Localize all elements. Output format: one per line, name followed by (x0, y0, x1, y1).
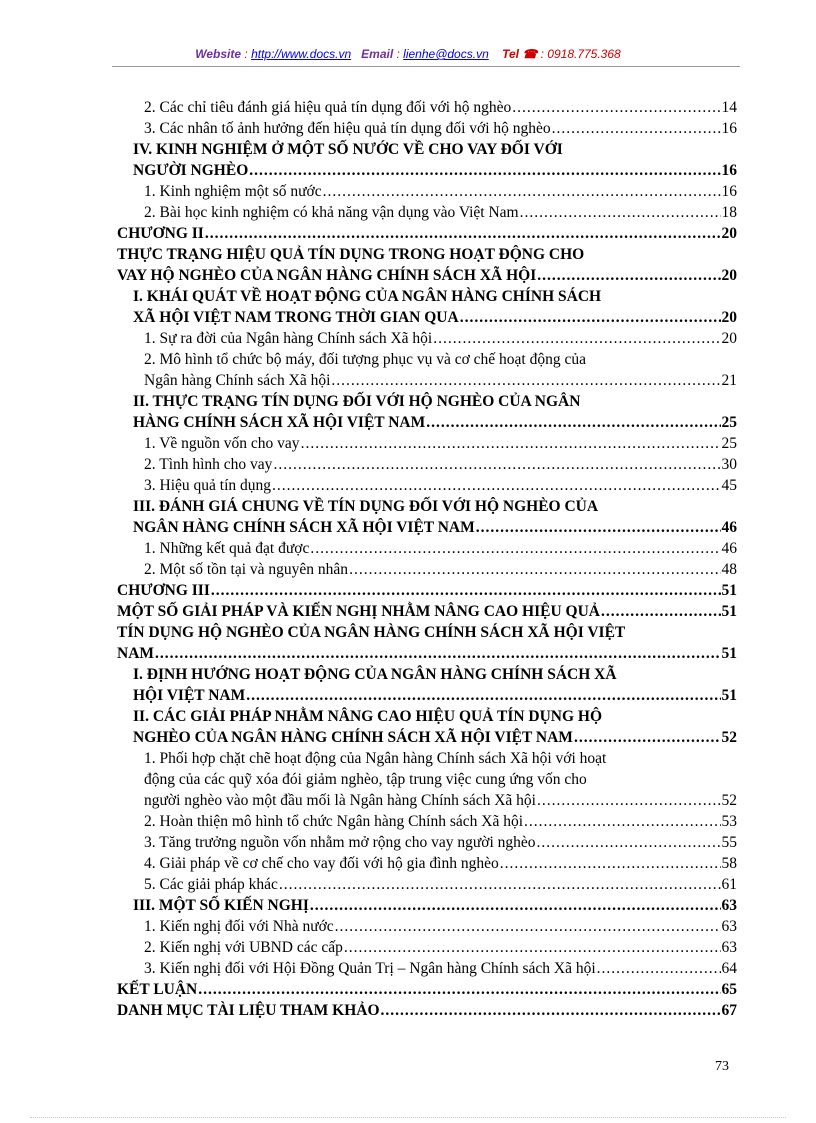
toc-entry-page: 16 (721, 162, 737, 179)
toc-entry-title: TÍN DỤNG HỘ NGHÈO CỦA NGÂN HÀNG CHÍNH SÁCH XÃ HỘI VIỆT (117, 624, 626, 641)
toc-entry-title: 1. Những kết quả đạt được (144, 540, 310, 557)
toc-entry-title: NGHÈO CỦA NGÂN HÀNG CHÍNH SÁCH XÃ HỘI VIỆT NAM (133, 729, 573, 746)
email-sep: : (393, 47, 404, 61)
toc-entry-title: 1. Sự ra đời của Ngân hàng Chính sách Xã hội (144, 330, 433, 347)
toc-entry[interactable] (117, 895, 737, 916)
toc-entry-page: 51 (721, 582, 737, 599)
toc-entry[interactable] (117, 412, 737, 433)
toc-leader-dots (344, 937, 721, 958)
toc-leader-dots (279, 874, 721, 895)
toc-entry[interactable] (117, 664, 737, 685)
toc-entry-title: 2. Các chỉ tiêu đánh giá hiệu quả tín dụng đối với hộ nghèo (144, 99, 512, 116)
toc-entry[interactable] (117, 244, 737, 265)
toc-entry-title: 1. Kinh nghiệm một số nước (144, 183, 322, 200)
toc-entry[interactable] (117, 853, 737, 874)
toc-entry[interactable] (117, 475, 737, 496)
toc-entry[interactable] (117, 706, 737, 727)
toc-entry-title: III. MỘT SỐ KIẾN NGHỊ (133, 897, 309, 914)
toc-entry-page: 45 (721, 477, 737, 494)
toc-entry-title: Ngân hàng Chính sách Xã hội (144, 372, 331, 389)
tel-value: : 0918.775.368 (537, 47, 621, 61)
toc-entry[interactable] (117, 454, 737, 475)
toc-leader-dots (537, 265, 720, 286)
toc-entry-page: 16 (721, 183, 737, 200)
toc-entry-title: CHƯƠNG III (117, 582, 210, 599)
toc-leader-dots (323, 181, 721, 202)
toc-entry-page: 21 (721, 372, 737, 389)
toc-entry-title: 2. Tình hình cho vay (144, 456, 273, 473)
toc-entry-title: 5. Các giải pháp khác (144, 876, 278, 893)
toc-entry-title: XÃ HỘI VIỆT NAM TRONG THỜI GIAN QUA (133, 309, 459, 326)
toc-entry-page: 61 (721, 876, 737, 893)
toc-entry[interactable] (117, 811, 737, 832)
toc-leader-dots (273, 454, 720, 475)
email-label: Email (361, 47, 394, 61)
toc-leader-dots (331, 370, 720, 391)
toc-entry-title: I. ĐỊNH HƯỚNG HOẠT ĐỘNG CỦA NGÂN HÀNG CHÍNH SÁCH XÃ (133, 666, 617, 683)
toc-entry-page: 20 (721, 225, 737, 242)
toc-entry-title: 4. Giải pháp về cơ chế cho vay đối với hộ gia đình nghèo (144, 855, 499, 872)
toc-entry-title: NAM (117, 645, 155, 662)
toc-entry-title: 1. Về nguồn vốn cho vay (144, 435, 300, 452)
toc-entry[interactable] (117, 643, 737, 664)
toc-entry-title: VAY HỘ NGHÈO CỦA NGÂN HÀNG CHÍNH SÁCH XÃ HỘI (117, 267, 537, 284)
toc-leader-dots (433, 328, 720, 349)
toc-leader-dots (524, 811, 720, 832)
toc-entry[interactable] (117, 328, 737, 349)
toc-entry[interactable] (117, 748, 737, 769)
website-sep: : (241, 47, 252, 61)
toc-entry-title: 3. Hiệu quả tín dụng (144, 477, 271, 494)
page-number: 73 (715, 1059, 729, 1074)
toc-entry-title: DANH MỤC TÀI LIỆU THAM KHẢO (117, 1002, 380, 1019)
tel-label: Tel (502, 47, 519, 61)
toc-leader-dots (349, 559, 720, 580)
toc-entry[interactable] (117, 370, 737, 391)
toc-entry[interactable] (117, 622, 737, 643)
toc-entry-page: 30 (721, 456, 737, 473)
toc-leader-dots (520, 202, 721, 223)
phone-icon: ☎ (522, 47, 538, 61)
toc-entry-page: 55 (721, 834, 737, 851)
toc-leader-dots (249, 160, 720, 181)
toc-leader-dots (198, 979, 720, 1000)
toc-entry[interactable] (117, 601, 737, 622)
toc-entry[interactable] (117, 790, 737, 811)
toc-entry-page: 20 (721, 330, 737, 347)
toc-leader-dots (601, 601, 721, 622)
toc-entry-page: 51 (721, 687, 737, 704)
toc-entry-page: 48 (721, 561, 737, 578)
toc-entry[interactable] (117, 118, 737, 139)
toc-entry[interactable] (117, 349, 737, 370)
toc-leader-dots (537, 832, 721, 853)
toc-entry[interactable] (117, 496, 737, 517)
toc-leader-dots (426, 412, 720, 433)
toc-entry-title: III. ĐÁNH GIÁ CHUNG VỀ TÍN DỤNG ĐỐI VỚI HỘ NGHÈO CỦA (133, 498, 599, 515)
toc-entry-title: 2. Bài học kinh nghiệm có khả năng vận dụng vào Việt Nam (144, 204, 519, 221)
toc-entry[interactable] (117, 223, 737, 244)
toc-entry-title: 2. Một số tồn tại và nguyên nhân (144, 561, 349, 578)
toc-entry-page: 63 (721, 939, 737, 956)
toc-leader-dots (552, 118, 721, 139)
toc-entry-title: KẾT LUẬN (117, 981, 198, 998)
toc-entry-title: 2. Hoàn thiện mô hình tổ chức Ngân hàng Chính sách Xã hội (144, 813, 524, 830)
toc-leader-dots (155, 643, 720, 664)
toc-entry[interactable] (117, 160, 737, 181)
toc-leader-dots (460, 307, 721, 328)
toc-entry-title: THỰC TRẠNG HIỆU QUẢ TÍN DỤNG TRONG HOẠT ĐỘNG CHO (117, 246, 585, 263)
toc-entry-page: 65 (721, 981, 737, 998)
toc-entry-title: 1. Phối hợp chặt chẽ hoạt động của Ngân hàng Chính sách Xã hội với hoạt (144, 750, 607, 767)
toc-entry[interactable] (117, 1000, 737, 1021)
toc-entry-title: HÀNG CHÍNH SÁCH XÃ HỘI VIỆT NAM (133, 414, 426, 431)
toc-leader-dots (381, 1000, 721, 1021)
toc-entry[interactable] (117, 832, 737, 853)
toc-leader-dots (537, 790, 721, 811)
table-of-contents (117, 97, 737, 1021)
page-header (0, 47, 816, 61)
toc-leader-dots (335, 916, 721, 937)
toc-leader-dots (211, 580, 721, 601)
toc-entry-page: 52 (721, 792, 737, 809)
toc-entry[interactable] (117, 97, 737, 118)
toc-entry-title: người nghèo vào một đầu mối là Ngân hàng Chính sách Xã hội (144, 792, 536, 809)
toc-entry[interactable] (117, 769, 737, 790)
toc-entry-page: 25 (721, 414, 737, 431)
toc-entry-page: 51 (721, 603, 737, 620)
toc-entry[interactable] (117, 307, 737, 328)
toc-entry-title: động của các quỹ xóa đói giảm nghèo, tập trung việc cung ứng vốn cho (144, 771, 587, 788)
toc-leader-dots (301, 433, 721, 454)
toc-entry[interactable] (117, 433, 737, 454)
toc-leader-dots (246, 685, 720, 706)
website-label: Website (195, 47, 242, 61)
toc-entry[interactable] (117, 139, 737, 160)
toc-entry-page: 46 (721, 519, 737, 536)
toc-entry-page: 51 (721, 645, 737, 662)
toc-entry-page: 16 (721, 120, 737, 137)
toc-entry[interactable] (117, 937, 737, 958)
toc-entry-title: 3. Các nhân tố ảnh hưởng đến hiệu quả tín dụng đối với hộ nghèo (144, 120, 551, 137)
toc-entry-title: NGƯỜI NGHÈO (133, 162, 249, 179)
toc-entry-title: CHƯƠNG II (117, 225, 204, 242)
toc-entry-page: 67 (721, 1002, 737, 1019)
toc-entry[interactable] (117, 202, 737, 223)
toc-entry[interactable] (117, 538, 737, 559)
toc-entry-title: IV. KINH NGHIỆM Ở MỘT SỐ NƯỚC VỀ CHO VAY ĐỐI VỚI (133, 141, 563, 158)
toc-entry[interactable] (117, 517, 737, 538)
toc-entry-page: 58 (721, 855, 737, 872)
toc-entry[interactable] (117, 727, 737, 748)
toc-entry-page: 14 (721, 99, 737, 116)
header-divider (112, 66, 740, 67)
toc-leader-dots (272, 475, 721, 496)
toc-leader-dots (310, 538, 720, 559)
toc-leader-dots (500, 853, 721, 874)
toc-entry[interactable] (117, 181, 737, 202)
toc-entry-title: HỘI VIỆT NAM (133, 687, 246, 704)
footer-divider (30, 1117, 786, 1118)
toc-entry-page: 63 (721, 897, 737, 914)
toc-leader-dots (476, 517, 721, 538)
toc-entry-page: 20 (721, 309, 737, 326)
toc-entry[interactable] (117, 874, 737, 895)
toc-entry-page: 63 (721, 918, 737, 935)
toc-entry[interactable] (117, 685, 737, 706)
toc-entry-title: 3. Tăng trưởng nguồn vốn nhằm mở rộng cho vay người nghèo (144, 834, 536, 851)
toc-entry[interactable] (117, 559, 737, 580)
toc-entry-page: 25 (721, 435, 737, 452)
email-link[interactable]: lienhe@docs.vn (403, 47, 489, 61)
toc-entry[interactable] (117, 979, 737, 1000)
toc-entry-title: 1. Kiến nghị đối với Nhà nước (144, 918, 334, 935)
toc-leader-dots (310, 895, 721, 916)
toc-entry[interactable] (117, 391, 737, 412)
toc-leader-dots (512, 97, 720, 118)
toc-leader-dots (597, 958, 721, 979)
toc-entry[interactable] (117, 286, 737, 307)
website-link[interactable]: http://www.docs.vn (251, 47, 352, 61)
toc-entry-title: II. CÁC GIẢI PHÁP NHẰM NÂNG CAO HIỆU QUẢ TÍN DỤNG HỘ (133, 708, 603, 725)
toc-entry-title: 2. Mô hình tổ chức bộ máy, đối tượng phục vụ và cơ chế hoạt động của (144, 351, 586, 368)
toc-entry-page: 46 (721, 540, 737, 557)
toc-leader-dots (205, 223, 721, 244)
toc-entry-page: 64 (721, 960, 737, 977)
toc-entry-title: MỘT SỐ GIẢI PHÁP VÀ KIẾN NGHỊ NHẰM NÂNG CAO HIỆU QUẢ (117, 603, 600, 620)
toc-entry-title: NGÂN HÀNG CHÍNH SÁCH XÃ HỘI VIỆT NAM (133, 519, 475, 536)
toc-entry-title: I. KHÁI QUÁT VỀ HOẠT ĐỘNG CỦA NGÂN HÀNG CHÍNH SÁCH (133, 288, 602, 305)
toc-leader-dots (574, 727, 721, 748)
toc-entry[interactable] (117, 916, 737, 937)
toc-entry-title: 3. Kiến nghị đối với Hội Đồng Quản Trị – Ngân hàng Chính sách Xã hội (144, 960, 596, 977)
toc-entry-title: II. THỰC TRẠNG TÍN DỤNG ĐỐI VỚI HỘ NGHÈO CỦA NGÂN (133, 393, 581, 410)
toc-entry[interactable] (117, 580, 737, 601)
toc-entry-page: 20 (721, 267, 737, 284)
toc-entry[interactable] (117, 265, 737, 286)
toc-entry-page: 53 (721, 813, 737, 830)
toc-entry[interactable] (117, 958, 737, 979)
toc-entry-title: 2. Kiến nghị với UBND các cấp (144, 939, 343, 956)
toc-entry-page: 18 (721, 204, 737, 221)
toc-entry-page: 52 (721, 729, 737, 746)
